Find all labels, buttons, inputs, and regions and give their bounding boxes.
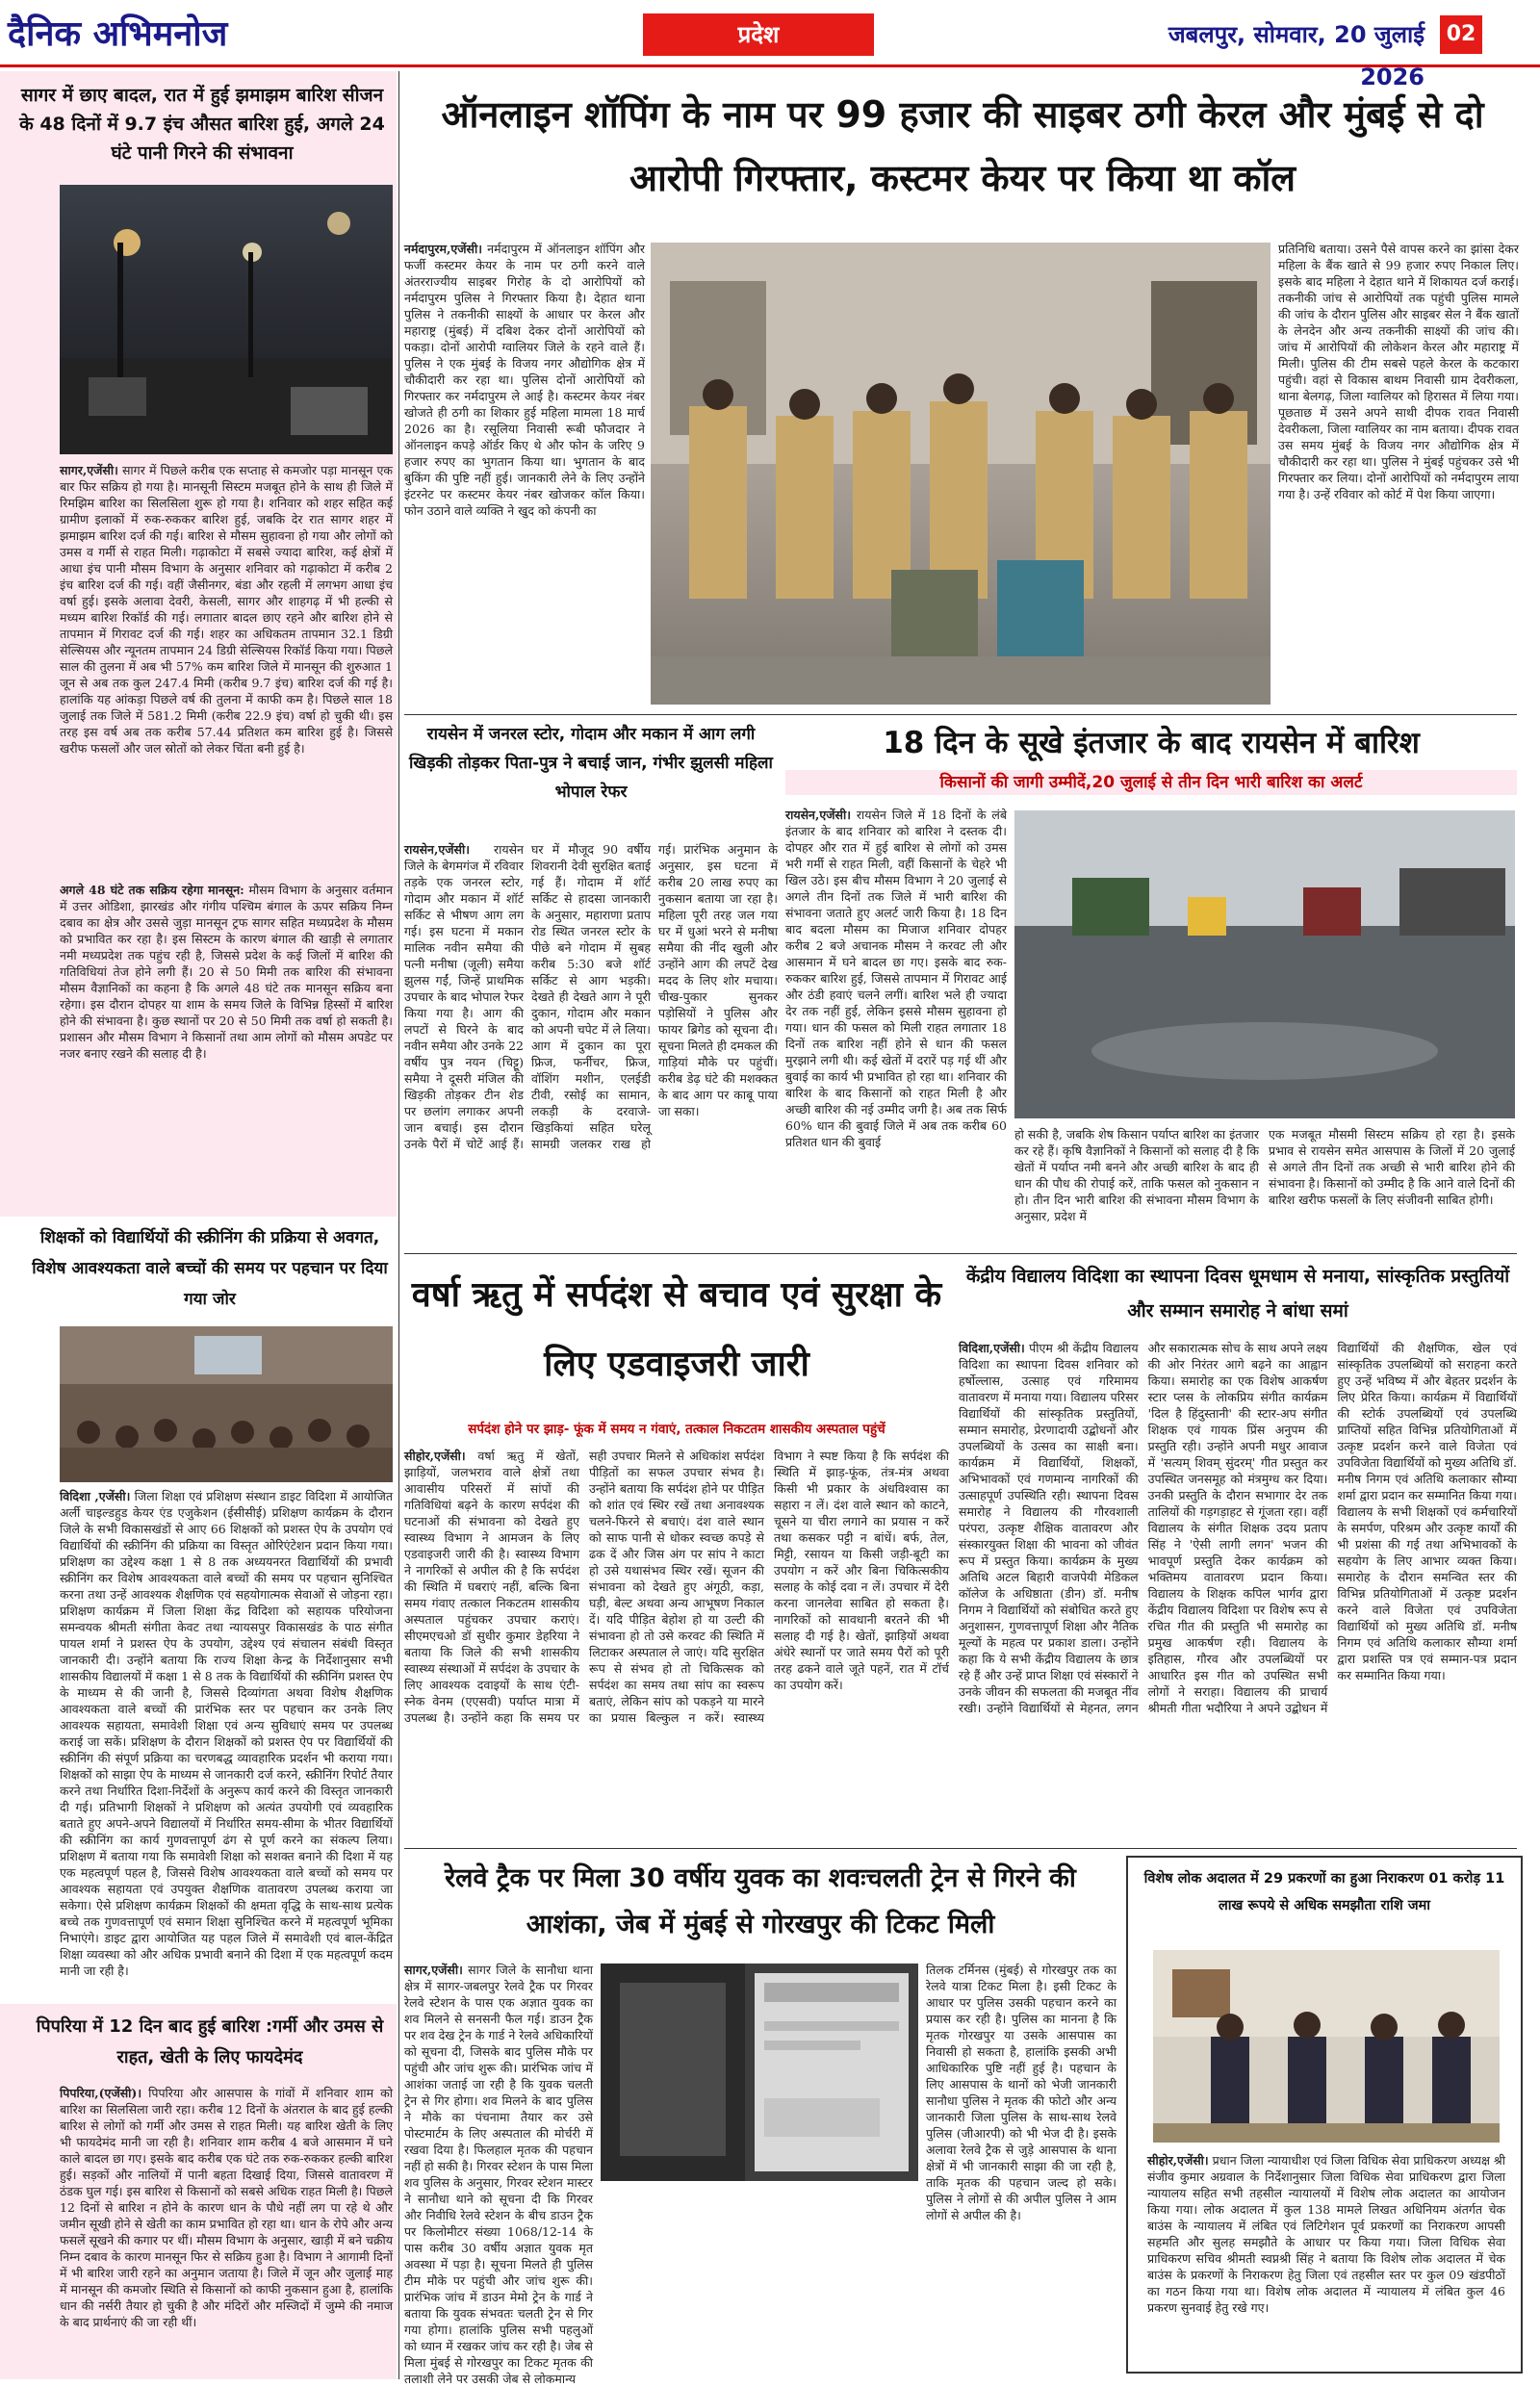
- night-rain-street-image: [60, 185, 393, 454]
- pipariya-headline: पिपरिया में 12 दिन बाद हुई बारिश :गर्मी और उमस से राहत, खेती के लिए फायदेमंद: [36, 2016, 384, 2067]
- cyber-dateline: नर्मदापुरम,एजेंसी।: [404, 242, 482, 256]
- lok-adalat-dateline: सीहोर,एजेंसी।: [1147, 2153, 1209, 2168]
- section-divider: [404, 1253, 1517, 1254]
- lok-adalat-photo: [1153, 1950, 1500, 2143]
- kv-body: [959, 1340, 1517, 1840]
- kv-body-text: पीएम श्री केंद्रीय विद्यालय विदिशा का स्थापना दिवस शनिवार को हर्षोल्लास, उत्साह एवं गरिमामय वातावरण में मनाया गया। विद्यालय परिसर विद्यार्थियों की सांस्कृतिक प्रस्तुतियों, सम्मान समारोह, प्रेरणादायी उद्बोधनों और उपलब्धियों के उत्सव का साक्षी बना। कार्यक्रम में विद्यार्थियों, शिक्षकों, अभिभावकों एवं गणमान्य नागरिकों की उत्साहपूर्ण उपस्थिति रही। स्थापना दिवस समारोह ने विद्यालय की गौरवशाली परंपरा, उत्कृष्ट शैक्षिक वातावरण और संस्कारयुक्त शिक्षा की भावना को जीवंत रूप में प्रस्तुत किया। कार्यक्रम के मुख्य अतिथि अटल बिहारी वाजपेयी मेडिकल कॉलेज के अधिष्ठाता (डीन) डॉ. मनीष निगम ने विद्यार्थियों को संबोधित करते हुए अनुशासन, गुणवत्तापूर्ण शिक्षा और नैतिक मूल्यों के महत्व पर प्रकाश डाला। उन्होंने कहा कि ये सभी केंद्रीय विद्यालय के छात्र रहे हैं और उन्हें प्राप्त शिक्षा एवं संस्कारों ने उनके जीवन की सफलता की मजबूत नींव रखी। उन्होंने विद्यार्थियों से मेहनत, लगन और सकारात्मक सोच के साथ अपने लक्ष्य की ओर निरंतर आगे बढ़ने का आह्वान किया। समारोह का एक विशेष आकर्षण स्टार प्लस के लोकप्रिय संगीत कार्यक्रम 'दिल है हिंदुस्तानी' की स्टार-अप संगीत शिक्षक एवं गायक प्रिंस अनुपम की प्रस्तुति रही। उन्होंने अपनी मधुर आवाज में 'सत्यम् शिवम् सुंदरम्' गीत प्रस्तुत कर उपस्थित जनसमूह को मंत्रमुग्ध कर दिया। उनकी प्रस्तुति के दौरान सभागार देर तक तालियों की गड़गड़ाहट से गूंजता रहा। वहीं विद्यालय के संगीत शिक्षक उदय प्रताप सिंह ने 'ऐसी लागी लगन' भजन की भावपूर्ण प्रस्तुति देकर कार्यक्रम को भक्तिमय वातावरण प्रदान किया। विद्यालय के शिक्षक कपिल भार्गव द्वारा केंद्रीय विद्यालय विदिशा पर विशेष रूप से रचित गीत की प्रस्तुति भी समारोह का प्रमुख आकर्षण रही। विद्यालय के इतिहास, गौरव और उपलब्धियों पर आधारित इस गीत को उपस्थित सभी लोगों ने सराहा। विद्यालय की प्राचार्य श्रीमती गीता भदौरिया ने अपने उद्बोधन में विद्यार्थियों की शैक्षणिक, खेल एवं सांस्कृतिक उपलब्धियों को सराहना करते हुए उन्हें भविष्य में और बेहतर प्रदर्शन के लिए प्रेरित किया। कार्यक्रम में विद्यार्थियों की स्टोर्क उपलब्धियों एवं उपलब्धि प्राप्तियों सहित विभिन्न प्रतियोगिताओं में उत्कृष्ट प्रदर्शन करने वाले विजेता एवं उपविजेता विद्यार्थियों को मुख्य अतिथि डॉ. मनीष निगम एवं अतिथि कलाकार सौम्या शर्मा द्वारा प्रदान कर सम्मानित किया गया। विद्यालय के सभी शिक्षकों एवं कर्मचारियों के समर्पण, परिश्रम और उत्कृष्ट कार्यों की भी प्रशंसा की गई तथा अभिभावकों के सहयोग के लिए आभार व्यक्त किया। समारोह के दौरान समन्वित स्तर की विभिन्न प्रतियोगिताओं में उत्कृष्ट प्रदर्शन करने वाले विजेता एवं उपविजेता विद्यार्थियों को मुख्य अतिथि डॉ. मनीष निगम एवं अतिथि कलाकार सौम्या शर्मा द्वारा प्रशस्ति पत्र एवं सम्मान-पत्र प्रदान कर सम्मानित किया गया।: [959, 1341, 1517, 1715]
- pipariya-article: [0, 2004, 397, 2379]
- section-divider: [404, 1848, 1517, 1849]
- court-officials-image: [1153, 1950, 1500, 2143]
- sagar-body2-text: मौसम विभाग के अनुसार वर्तमान में उत्तर ओडिशा, झारखंड और गंगीय पश्चिम बंगाल के ऊपर सक्रिय निम्न दबाव का क्षेत्र और उससे जुड़ा मानसून ट्रफ सागर सहित मध्यप्रदेश के मौसम को प्रभावित कर रहा है। इस सिस्टम के कारण बंगाल की खाड़ी से लगातार नमी मध्यप्रदेश तक पहुंच रही है, जिससे प्रदेश के कई जिलों में बारिश की गतिविधियां तेज होने लगी हैं। 20 से 50 मिमी तक बारिश की संभावना मौसम वैज्ञानिकों का कहना है कि अगले 48 घंटे तक मानसून सक्रिय बना रहेगा। इस दौरान दोपहर या शाम के समय जिले के विभिन्न हिस्सों में बारिश होने की संभावना है। कुछ स्थानों पर 20 से 50 मिमी तक वर्षा हो सकती है। प्रशासन और मौसम विभाग ने किसानों तथा आम लोगों को मौसम अपडेट पर नजर बनाए रखने की सलाह दी है।: [60, 883, 393, 1061]
- raisen-fire-body: [404, 841, 778, 1245]
- sagar-dateline: सागर,एजेंसी।: [60, 463, 118, 477]
- kv-dateline: विदिशा,एजेंसी।: [959, 1341, 1025, 1355]
- sagar-subhead: अगले 48 घंटे तक सक्रिय रहेगा मानसून:: [60, 883, 244, 897]
- section-divider: [404, 714, 1517, 715]
- raisen-rain-col3: [1269, 1126, 1515, 1245]
- snake-body-text: वर्षा ऋतु में खेतों, झाड़ियों, जलभराव वाले क्षेत्रों तथा आवासीय परिसरों में सांपों की गतिविधियां बढ़ने के कारण सर्पदंश की घटनाओं की संभावना को देखते हुए स्वास्थ्य विभाग ने आमजन के लिए एडवाइजरी जारी की है। स्वास्थ्य विभाग ने नागरिकों से अपील की है कि सर्पदंश की स्थिति में घबराएं नहीं, बल्कि बिना समय गंवाए तत्काल निकटतम शासकीय अस्पताल पहुंचकर उपचार कराएं। सीएमएचओ डॉ सुधीर कुमार डेहरिया ने बताया कि जिले की सभी शासकीय स्वास्थ्य संस्थाओं में सर्पदंश के उपचार के लिए आवश्यक दवाइयों के साथ एंटी-स्नेक वेनम (एएसवी) पर्याप्त मात्रा में उपलब्ध है। उन्होंने कहा कि समय पर सही उपचार मिलने से अधिकांश सर्पदंश पीड़ितों का सफल उपचार संभव है। उन्होंने बताया कि सर्पदंश होने पर पीड़ित को शांत एवं स्थिर रखें तथा अनावश्यक चलने-फिरने से बचाएं। दंश वाले स्थान को साफ पानी से धोकर स्वच्छ कपड़े से ढक दें और जिस अंग पर सांप ने काटा हो उसे यथासंभव स्थिर रखें। सूजन की संभावना को देखते हुए अंगूठी, कड़ा, घड़ी, बेल्ट अथवा अन्य आभूषण निकाल दें। यदि पीड़ित बेहोश हो या उल्टी की संभावना हो तो उसे करवट की स्थिति में लिटाकर अस्पताल ले जाएं। यदि सुरक्षित रूप से संभव हो तो चिकित्सक को सर्पदंश का समय तथा सांप का स्वरूप बताएं, लेकिन सांप को पकड़ने या मारने का प्रयास बिल्कुल न करें। स्वास्थ्य विभाग ने स्पष्ट किया है कि सर्पदंश की स्थिति में झाड़-फूंक, तंत्र-मंत्र अथवा किसी भी प्रकार के अंधविश्वास का सहारा न लें। दंश वाले स्थान को काटने, चूसने या चीरा लगाने का प्रयास न करें तथा कसकर पट्टी न बांधें। बर्फ, तेल, मिट्टी, रसायन या किसी जड़ी-बूटी का उपयोग न करें और बिना चिकित्सकीय सलाह के कोई दवा न लें। उपचार में देरी करना जानलेवा साबित हो सकता है। नागरिकों को सावधानी बरतने की भी सलाह दी गई है। खेतों, झाड़ियों अथवा अंधेरे स्थानों पर जाते समय पैरों को पूरी तरह ढकने वाले जूते पहनें, रात में टॉर्च का उपयोग करें।: [404, 1449, 949, 1725]
- railway-body-text: सागर जिले के सानौधा थाना क्षेत्र में सागर-जबलपुर रेलवे ट्रैक पर गिरवर रेलवे स्टेशन के पास एक अज्ञात युवक का शव मिलने से सनसनी फैल गई। डाउन ट्रैक पर शव देख ट्रेन के गार्ड ने रेलवे अधिकारियों को सूचना दी, जिसके बाद पुलिस मौके पर पहुंची और जांच शुरू की। प्रारंभिक जांच में आशंका जताई जा रही है कि युवक चलती ट्रेन से गिर होगा। शव मिलने के बाद पुलिस ने मौके का पंचनामा तैयार कर उसे पोस्टमार्टम के लिए अस्पताल की मोर्चरी में रखवा दिया है। फिलहाल मृतक की पहचान नहीं हो सकी है। गिरवर स्टेशन के पास मिला शव पुलिस के अनुसार, गिरवर स्टेशन मास्टर ने सानौधा थाने को सूचना दी कि गिरवर और निवीधि रेलवे स्टेशन के बीच डाउन ट्रैक पर किलोमीटर संख्या 1068/12-14 के पास करीब 30 वर्षीय अज्ञात युवक मृत अवस्था में पड़ा है। सूचना मिलते ही पुलिस टीम मौके पर पहुंची और जांच शुरू की। प्रारंभिक जांच में डाउन मेमो ट्रेन के गार्ड ने बताया कि युवक संभवतः चलती ट्रेन से गिर गया होगा। हालांकि पुलिस सभी पहलुओं को ध्यान में रखकर जांच कर रही है। जेब से मिला मुंबई से गोरखपुर का टिकट मृतक की तलाशी लेने पर उसकी जेब से लोकमान्य: [404, 1963, 594, 2386]
- screening-body-text: जिला शिक्षा एवं प्रशिक्षण संस्थान डाइट विदिशा में आयोजित अर्ली चाइल्डहुड केयर एंड एजुकेशन (ईसीसीई) प्रशिक्षण कार्यक्रम के दौरान जिले के सभी विकासखंडों से आए 66 शिक्षकों को प्रशस्त ऐप के उपयोग एवं विद्यार्थियों की स्क्रीनिंग की प्रक्रिया का विस्तृत ओरिएंटेशन प्रदान किया गया। प्रशिक्षण का उद्देश्य कक्षा 1 से 8 तक अध्ययनरत विद्यार्थियों की प्रभावी स्क्रीनिंग कर विशेष आवश्यकता वाले बच्चों की समय पर पहचान सुनिश्चित करना तथा उन्हें आवश्यक शैक्षणिक एवं सहयोगात्मक सेवाओं से जोड़ना रहा। प्रशिक्षण कार्यक्रम में जिला शिक्षा केंद्र विदिशा को सहायक परियोजना समन्वयक श्रीमती संगीता केवट तथा न्यायसपुर विकासखंड के पाठ संगीत पायल शर्मा ने प्रशस्त ऐप के उपयोग, उद्देश्य एवं संचालन संबंधी विस्तृत जानकारी दी। उन्होंने बताया कि राज्य शिक्षा केन्द्र के निर्देशानुसार सभी शासकीय विद्यालयों में कक्षा 1 से 8 तक के विद्यार्थियों की स्क्रीनिंग प्रशस्त ऐप के माध्यम से की जानी है, जिससे दिव्यांगता अथवा विशेष शैक्षणिक आवश्यकता वाले बच्चों की प्रारंभिक स्तर पर पहचान कर उनके लिए आवश्यक सहायता, समावेशी शिक्षा एवं अन्य सुविधाएं समय पर उपलब्ध कराई जा सकें। प्रशिक्षण के दौरान शिक्षकों को प्रशस्त ऐप पर विद्यार्थियों की स्क्रीनिंग की संपूर्ण प्रक्रिया का चरणबद्ध व्यावहारिक प्रदर्शन भी कराया गया। शिक्षकों को साझा ऐप के माध्यम से जानकारी दर्ज करने, स्क्रीनिंग रिपोर्ट तैयार करने तथा निर्धारित दिशा-निर्देशों के अनुरूप कार्य करने की विस्तृत जानकारी दी गई। प्रतिभागी शिक्षकों ने प्रशिक्षण को अत्यंत उपयोगी एवं व्यवहारिक बताते हुए अपने-अपने विद्यालयों में निर्धारित समय-सीमा के भीतर विद्यार्थियों की स्क्रीनिंग का कार्य गुणवत्तापूर्ण ढंग से पूर्ण करने का संकल्प लिया। प्रशिक्षण में बताया गया कि समावेशी शिक्षा को सशक्त बनाने की दिशा में यह एक महत्वपूर्ण पहल है, जिससे विशेष आवश्यकता वाले बच्चों को समय पर आवश्यक सहायता एवं उपयुक्त शैक्षणिक वातावरण उपलब्ध कराया जा सकेगा। ऐसे प्रशिक्षण कार्यक्रम शिक्षकों की क्षमता वृद्धि के साथ-साथ प्रत्येक बच्चे तक गुणवत्तापूर्ण एवं समान शिक्षा सुनिश्चित करने में महत्वपूर्ण भूमिका निभाएंगे। डाइट द्वारा आयोजित यह पहल जिले में समावेशी एवं बाल-केंद्रित शिक्षा व्यवस्था को और अधिक प्रभावी बनाने की दिशा में एक महत्वपूर्ण कदम मानी जा रही है।: [60, 1489, 393, 1978]
- ticket-and-track-image: [601, 1964, 918, 2181]
- snake-subhead: सर्पदंश होने पर झाड़- फूंक में समय न गंवाएं, तत्काल निकटतम शासकीय अस्पताल पहुंचें: [468, 1422, 886, 1437]
- masthead-logo: दैनिक अभिमनोज: [8, 13, 228, 54]
- cyber-col1: [404, 241, 645, 706]
- raisen-rain-photo: [1014, 810, 1515, 1118]
- raisen-rain-body2-text: हो सकी है, जबकि शेष किसान पर्याप्त बारिश का इंतजार कर रहे हैं। कृषि वैज्ञानिकों ने किसानों को सलाह दी है कि खेतों में पर्याप्त नमी बनने और अच्छी बारिश के बाद ही धान की पौध की रोपाई करें, ताकि फसल को नुकसान न हो। तीन दिन भारी बारिश की संभावना मौसम विभाग के अनुसार, प्रदेश में: [1014, 1127, 1259, 1223]
- screening-training-photo: [60, 1326, 393, 1482]
- lok-adalat-body-text: प्रधान जिला न्यायाधीश एवं जिला विधिक सेवा प्राधिकरण अध्यक्ष श्री संजीव कुमार अग्रवाल के निर्देशानुसार जिला विधिक सेवा प्राधिकरण द्वारा जिला न्यायालय सहित सभी तहसील न्यायालयों में विशेष लोक अदालत का आयोजन किया गया। लोक अदालत में कुल 138 मामले लिखत अधिनियम अंतर्गत चेक बाउंस के न्यायालय में लंबित एवं लिटिगेशन पूर्व प्रकरणों का निराकरण आपसी सहमति और सुलह समझौते के आधार पर किया गया। जिला विधिक सेवा प्राधिकरण सचिव श्रीमती स्वप्नश्री सिंह ने बताया कि विशेष लोक अदालत में चेक बाउंस के प्रकरणों के निराकरण हेतु जिला एवं तहसील स्तर पर कुल 09 खंडपीठों का गठन किया गया था। विशेष लोक अदालत में न्यायालय में लंबित कुल 46 प्रकरण सुनवाई हेतु रखे गए।: [1147, 2153, 1505, 2315]
- raisen-fire-headline: रायसेन में जनरल स्टोर, गोदाम और मकान में आग लगी खिड़की तोड़कर पिता-पुत्र ने बचाई जान, गंभीर झुलसी महिला भोपाल रेफर: [409, 725, 773, 802]
- raisen-rain-body-text: रायसेन जिले में 18 दिनों के लंबे इंतजार के बाद शनिवार को बारिश ने दस्तक दी। दोपहर और रात में हुई बारिश से लोगों को उमस भरी गर्मी से राहत मिली, वहीं किसानों के चेहरे भी खिल उठे। इस बीच मौसम विभाग ने 20 जुलाई से अगले तीन दिनों तक जिले में भारी बारिश की संभावना जताते हुए अलर्ट जारी किया है। 18 दिन बाद बदला मौसम का मिजाज शनिवार दोपहर करीब 2 बजे अचानक मौसम ने करवट ली और आसमान में घने बादल छा गए। इसके बाद रुक-रुककर बारिश हुई, जिससे तापमान में गिरावट आई और ठंडी हवाएं चलने लगीं। बारिश भले ही ज्यादा देर तक नहीं हुई, लेकिन इससे मौसम सुहावना हो गया। धान की फसल को मिली राहत लगातार 18 दिनों तक बारिश नहीं होने से धान की फसल मुरझाने लगी थी। कई खेतों में दरारें पड़ गई थीं और बुवाई का कार्य भी प्रभावित हो रहा था। शनिवार की बारिश के बाद किसानों को राहत मिली है और अच्छी बारिश की नई उम्मीद जगी है। अब तक सिर्फ 60% धान की बुवाई जिले में अब तक करीब 60 प्रतिशत धान की बुवाई: [785, 808, 1007, 1149]
- pipariya-dateline: पिपरिया,(एजेंसी)।: [60, 2086, 142, 2100]
- raisen-fire-body-text: रायसेन जिले के बेगमगंज में रविवार तड़के एक जनरल स्टोर, गोदाम और मकान में शॉर्ट सर्किट से भीषण आग लग गई। इस घटना में मकान मालिक नवीन समैया की पत्नी मनीषा (जूली) समैया झुलस गईं, जिन्हें प्राथमिक उपचार के बाद भोपाल रेफर किया गया है। आग की लपटों से घिरने के बाद नवीन समैया और उनके 22 वर्षीय पुत्र नयन (चिट्टू) समैया ने दूसरी मंजिल की खिड़की तोड़कर टीन शेड पर छलांग लगाकर अपनी जान बचाई। इस दौरान उनके पैरों में चोटें आई हैं। घर में मौजूद 90 वर्षीय शिवरानी देवी सुरक्षित बताई गई हैं। गोदाम में शॉर्ट सर्किट से हादसा जानकारी के अनुसार, महाराणा प्रताप रोड स्थित जनरल स्टोर के पीछे बने गोदाम में सुबह करीब 5:30 बजे शॉर्ट सर्किट से आग भड़की। देखते ही देखते आग ने पूरी दुकान, गोदाम और मकान को अपनी चपेट में ले लिया। आग में दुकान का पूरा फ्रिज, फर्नीचर, फ्रिज, वॉशिंग मशीन, एलईडी टीवी, रसोई का सामान, लकड़ी के दरवाजे-खिड़कियां सहित घरेलू सामग्री जलकर राख हो गई। प्रारंभिक अनुमान के अनुसार, इस घटना में करीब 20 लाख रुपए का नुकसान बताया जा रहा है। महिला पूरी तरह जल गया घर में धुआं भरने से मनीषा समैया की नींद खुली और उन्होंने आग की लपटें देख मदद के लिए शोर मचाया। चीख-पुकार सुनकर पड़ोसियों ने पुलिस और फायर ब्रिगेड को सूचना दी। सूचना मिलते ही दमकल की गाड़ियां मौके पर पहुंचीं। करीब डेढ़ घंटे की मशक्कत के बाद आग पर काबू पाया जा सका।: [404, 842, 778, 1151]
- raisen-rain-col2: [1014, 1126, 1259, 1245]
- cyber-body-text: नर्मदापुरम में ऑनलाइन शॉपिंग और फर्जी कस्टमर केयर के नाम पर ठगी करने वाले अंतरराज्यीय साइबर गिरोह के दो आरोपियों को नर्मदापुरम पुलिस ने गिरफ्तार किया है। देहात थाना पुलिस ने तकनीकी साक्ष्यों के आधार पर केरल और महाराष्ट्र (मुंबई) में दबिश देकर दोनों आरोपियों को पकड़ा। दोनों आरोपी ग्वालियर जिले के रहने वाले हैं। पुलिस ने एक मुंबई के विजय नगर औद्योगिक क्षेत्र में चौकीदारी कर रहा था। पुलिस दोनों आरोपियों को गिरफ्तार कर नर्मदापुरम ले आई है। कस्टमर केयर नंबर खोजते ही ठगी का शिकार हुई महिला मामला 18 मार्च 2026 का है। रसूलिया निवासी रूबी फौजदार ने ऑनलाइन कपड़े ऑर्डर किए थे और फोन के जरिए 9 हजार रुपए का भुगतान किया था। भुगतान के बाद बुकिंग की पुष्टि नहीं हुई। जानकारी लेने के लिए उन्होंने इंटरनेट पर कस्टमर केयर नंबर खोजकर कॉल किया। फोन उठाने वाले व्यक्ति ने खुद को कंपनी का: [404, 242, 645, 518]
- raisen-fire-dateline: रायसेन,एजेंसी।: [404, 842, 470, 857]
- section-label: प्रदेश: [643, 13, 874, 56]
- snake-body: [404, 1448, 949, 1840]
- cyber-col2: [1278, 241, 1519, 706]
- raisen-rain-col1: [785, 807, 1007, 1245]
- sagar-body: [60, 462, 393, 878]
- classroom-training-image: [60, 1326, 393, 1482]
- sagar-body-cont: [60, 882, 393, 1209]
- lok-adalat-box: [1126, 1856, 1523, 2374]
- page-header: [0, 0, 1540, 90]
- screening-body: [60, 1488, 393, 1992]
- issue-dateline: जबलपुर, सोमवार, 20 जुलाई 2026: [1168, 21, 1424, 90]
- rainy-road-image: [1014, 810, 1515, 1118]
- snake-dateline: सीहोर,एजेंसी।: [404, 1449, 466, 1463]
- raisen-rain-body3-text: एक मजबूत मौसमी सिस्टम सक्रिय हो रहा है। इसके प्रभाव से रायसेन समेत आसपास के जिलों में 20 जुलाई से अगले तीन दिनों तक अच्छी से भारी बारिश होने की संभावना है। किसानों को उम्मीद है कि आने वाले दिनों की बारिश खरीफ फसलों के लिए संजीवनी साबित होगी।: [1269, 1127, 1515, 1207]
- page-number: 02: [1440, 15, 1482, 54]
- sagar-rain-photo: [60, 185, 393, 454]
- sagar-headline: सागर में छाए बादल, रात में हुई झमाझम बारिश सीजन के 48 दिनों में 9.7 इंच औसत बारिश हुई, अगले 24 घंटे पानी गिरने की संभावना: [19, 85, 385, 164]
- police-team-with-accused-image: [651, 243, 1270, 705]
- column-divider: [398, 71, 399, 2379]
- sagar-article: [0, 71, 397, 1217]
- lok-adalat-body: [1147, 2152, 1505, 2366]
- railway-photo: [601, 1964, 918, 2181]
- raisen-rain-dateline: रायसेन,एजेंसी।: [785, 808, 851, 822]
- railway-col2: [926, 1962, 1116, 2372]
- raisen-rain-subhead-band: [785, 770, 1517, 795]
- screening-headline: शिक्षकों को विद्यार्थियों की स्क्रीनिंग की प्रक्रिया से अवगत, विशेष आवश्यकता वाले बच्चों की समय पर पहचान पर दिया गया जोर: [32, 1228, 388, 1309]
- screening-dateline: विदिशा ,एजेंसी।: [60, 1489, 131, 1503]
- pipariya-body-text: पिपरिया और आसपास के गांवों में शनिवार शाम को बारिश का सिलसिला जारी रहा। करीब 12 दिनों के अंतराल के बाद हुई हल्की बारिश से लोगों को गर्मी और उमस से राहत मिली। यह बारिश खेती के लिए भी फायदेमंद मानी जा रही है। शनिवार शाम करीब 4 बजे आसमान में घने काले बादल छा गए। इसके बाद करीब एक घंटे तक रुक-रुककर हल्की बारिश हुई। सड़कों और नालियों में पानी बहता दिखाई दिया, जिससे वातावरण में ठंडक घुल गई। इस बारिश से किसानों को सबसे अधिक राहत मिली है। पिछले 12 दिनों से बारिश न होने के कारण धान के पौधे नहीं लग पा रहे थे और जमीन सूखी होने से खेती का काम प्रभावित हो रहा था। धान के रोपे और अन्य फसलें सूखने की कगार पर थीं। मौसम विभाग के अनुसार, खाड़ी में बने चक्रीय निम्न दबाव के कारण मानसून फिर से सक्रिय हुआ है। विभाग ने आगामी दिनों में भी बारिश जारी रहने का अनुमान जताया है। जिले में जून और जुलाई माह में मानसून की कमजोर स्थिति से किसानों को काफी नुकसान हुआ है, हालांकि धान की नर्सरी तैयार हो चुकी है और मंदिरों और मस्जिदों में जुम्मे की नमाज के बाद प्रार्थनाएं की जा रही थीं।: [60, 2086, 394, 2329]
- snake-headline: वर्षा ऋतु में सर्पदंश से बचाव एवं सुरक्षा के लिए एडवाइजरी जारी: [411, 1275, 942, 1384]
- screening-article: [0, 1222, 397, 1996]
- sagar-body-text: सागर में पिछले करीब एक सप्ताह से कमजोर पड़ा मानसून एक बार फिर सक्रिय हो गया है। मानसूनी सिस्टम मजबूत होने के साथ ही जिले में रिमझिम बारिश का सिलसिला शुरू हो गया है। शनिवार को शहर सहित कई ग्रामीण इलाकों में रुक-रुककर बारिश हुई, जबकि देर रात सागर शहर में झमाझम बारिश दर्ज की गई। बारिश से मौसम सुहावना हो गया और लोगों को उमस व गर्मी से राहत मिली। गढ़ाकोटा में सबसे ज्यादा बारिश, कई क्षेत्रों में आधा इंच पानी मौसम विभाग के अनुसार शनिवार को गढ़ाकोटा में करीब 2 इंच बारिश दर्ज की गई। वहीं जैसीनगर, बंडा और रहली में लगभग आधा इंच वर्षा हुई। इसके अलावा देवरी, केसली, सागर और शाहगढ़ में भी हल्की से मध्यम बारिश रिकॉर्ड की गई। लगातार बादल छाए रहने और बारिश होने से तापमान में गिरावट दर्ज की गई। शहर का अधिकतम तापमान 32.1 डिग्री सेल्सियस और न्यूनतम तापमान 24 डिग्री सेल्सियस रिकॉर्ड किया गया। पिछले साल की तुलना में अब भी 57% कम बारिश जिले में मानसून की शुरुआत 1 जून से अब तक कुल 247.4 मिमी (करीब 9.7 इंच) बारिश दर्ज की गई है। हालांकि यह आंकड़ा पिछले वर्ष की तुलना में काफी कम है। पिछले साल 18 जुलाई तक जिले में 581.2 मिमी (करीब 22.9 इंच) वर्षा हो चुकी थी। इस तरह इस वर्ष अब तक करीब 57.44 प्रतिशत कम बारिश हुई है। जिससे खरीफ फसलों और जल स्रोतों को लेकर चिंता बनी हुई है।: [60, 463, 393, 756]
- lok-adalat-headline: विशेष लोक अदालत में 29 प्रकरणों का हुआ निराकरण 01 करोड़ 11 लाख रूपये से अधिक समझौता राशि जमा: [1143, 1871, 1505, 1913]
- cyber-body2-text: प्रतिनिधि बताया। उसने पैसे वापस करने का झांसा देकर महिला के बैंक खाते से 99 हजार रुपए निकाल लिए। इसके बाद महिला ने देहात थाने में शिकायत दर्ज कराई। तकनीकी जांच से आरोपियों तक पहुंची पुलिस मामले की जांच के दौरान पुलिस और साइबर सेल ने बैंक खातों के लेनदेन और अन्य तकनीकी साक्ष्यों की जांच की। जांच में आरोपियों की लोकेशन केरल और महाराष्ट्र में मिली। पुलिस की टीम सबसे पहले केरल के कटकारा पहुंची। वहां से विकास बाथम निवासी ग्राम देवरीकला, थाना बेलगढ़, जिला ग्वालियर को हिरासत में लिया गया। पूछताछ में उसने अपने साथी दीपक रावत निवासी देवरीकला, जिला ग्वालियर का नाम बताया। दीपक रावत उस समय मुंबई के विजय नगर औद्योगिक क्षेत्र में चौकीदारी कर रहा था। पुलिस ने मुंबई पहुंचकर उसे भी गिरफ्तार कर लिया। दोनों आरोपियों को नर्मदापुरम लाया गया है। उन्हें रविवार को कोर्ट में पेश किया जाएगा।: [1278, 242, 1519, 501]
- raisen-rain-headline: 18 दिन के सूखे इंतजार के बाद रायसेन में बारिश: [883, 726, 1420, 760]
- raisen-rain-subhead: किसानों की जागी उम्मीदें,20 जुलाई से तीन दिन भारी बारिश का अलर्ट: [939, 773, 1363, 792]
- railway-headline: रेलवे ट्रैक पर मिला 30 वर्षीय युवक का शवःचलती ट्रेन से गिरने की आशंका, जेब में मुंबई से गोरखपुर की टिकट मिली: [445, 1863, 1076, 1939]
- railway-dateline: सागर,एजेंसी।: [404, 1963, 463, 1977]
- pipariya-body: [60, 2085, 393, 2372]
- railway-body2-text: तिलक टर्मिनस (मुंबई) से गोरखपुर तक का रेलवे यात्रा टिकट मिला है। इसी टिकट के आधार पर पुलिस उसकी पहचान करने का प्रयास कर रही है। पुलिस का मानना है कि मृतक गोरखपुर या उसके आसपास का निवासी हो सकता है, हालांकि इसकी अभी आधिकारिक पुष्टि नहीं हुई है। पहचान के लिए आसपास के थानों को भेजी जानकारी सानौधा पुलिस ने मृतक की फोटो और अन्य जानकारी जिला पुलिस के साथ-साथ रेलवे पुलिस (जीआरपी) को भी भेज दी है। इसके अलावा रेलवे ट्रैक से जुड़े आसपास के थाना क्षेत्रों में भी जानकारी साझा की जा रही है, ताकि मृतक की पहचान जल्द हो सके। पुलिस ने लोगों से की अपील पुलिस ने आम लोगों से अपील की है।: [926, 1963, 1116, 2222]
- railway-col1: [404, 1962, 594, 2386]
- kv-headline: केंद्रीय विद्यालय विदिशा का स्थापना दिवस धूमधाम से मनाया, सांस्कृतिक प्रस्तुतियों और सम्मान समारोह ने बांधा समां: [965, 1266, 1510, 1322]
- cyber-headline: ऑनलाइन शॉपिंग के नाम पर 99 हजार की साइबर ठगी केरल और मुंबई से दो आरोपी गिरफ्तार, कस्टमर केयर पर किया था कॉल: [441, 93, 1484, 199]
- cyber-police-photo: [651, 243, 1270, 705]
